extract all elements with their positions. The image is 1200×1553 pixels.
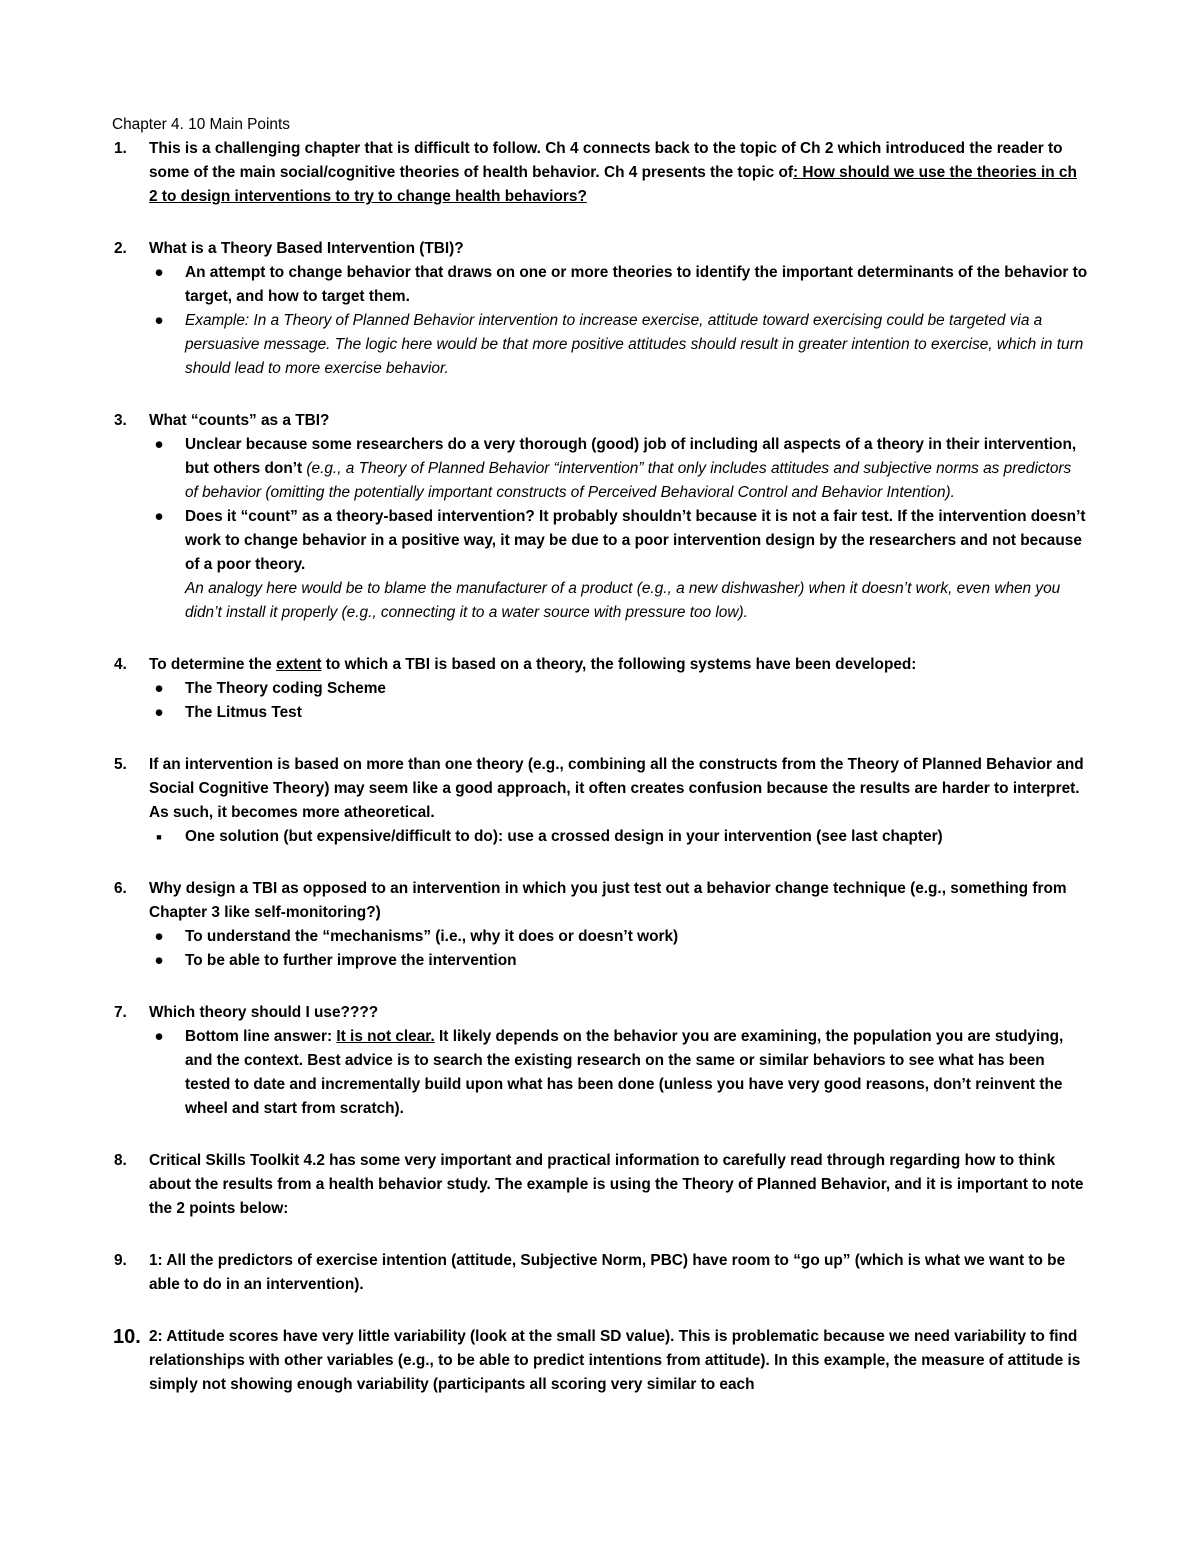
sub-item-text-italic: (e.g., a Theory of Planned Behavior “intervention” that only includes attitudes and subjective norms as predictors of behavior (omitting the potentially important constructs of Perceived Behavioral Control and Behavior Intention). — [185, 460, 1072, 501]
bullet-icon: ● — [154, 952, 164, 969]
bullet-icon: ● — [154, 1028, 164, 1045]
item-number: 1. — [114, 140, 127, 157]
item-number: 3. — [114, 412, 127, 429]
spacer — [112, 625, 1088, 653]
bullet-icon: ● — [154, 436, 164, 453]
sub-item-text: One solution (but expensive/difficult to do): use a crossed design in your intervention (see last chapter) — [185, 828, 943, 845]
item-number: 8. — [114, 1152, 127, 1169]
sub-item-text: Example: In a Theory of Planned Behavior intervention to increase exercise, attitude toward exercising could be targeted via a persuasive message. The logic here would be that more positive attitudes should result in greater intention to exercise, which in turn should lead to more exercise behavior. — [185, 312, 1084, 377]
sub-item-text: Does it “count” as a theory-based intervention? It probably shouldn’t because it is not a fair test. If the intervention doesn’t work to change behavior in a positive way, it may be due to a poor intervention design by the researchers and not because of a poor theory. — [185, 508, 1086, 573]
list-item — [112, 653, 1088, 725]
item-text: What is a Theory Based Intervention (TBI)? — [149, 240, 464, 257]
item-text: Why design a TBI as opposed to an intervention in which you just test out a behavior change technique (e.g., something from Chapter 3 like self-monitoring?) — [149, 880, 1067, 921]
sub-item — [149, 309, 1088, 381]
sub-item — [149, 505, 1088, 625]
sub-list — [149, 433, 1088, 625]
list-item — [112, 753, 1088, 849]
bullet-icon: ● — [154, 264, 164, 281]
main-points-list — [112, 137, 1088, 1397]
item-text: Critical Skills Toolkit 4.2 has some very important and practical information to carefully read through regarding how to think about the results from a health behavior study. The example is using the Theory of Planned Behavior, and it is important to note the 2 points below: — [149, 1152, 1084, 1217]
bullet-icon: ● — [154, 704, 164, 721]
spacer — [112, 1297, 1088, 1325]
sub-list — [149, 825, 1088, 849]
item-text: This is a challenging chapter that is difficult to follow. Ch 4 connects back to the topic of Ch 2 which introduced the reader to some of the main social/cognitive theories of health behavior. Ch 4 presents the topic of — [149, 140, 1063, 181]
spacer — [112, 1221, 1088, 1249]
item-number: 5. — [114, 756, 127, 773]
item-text: 2: Attitude scores have very little variability (look at the small SD value). This is problematic because we need variability to find relationships with other variables (e.g., to be able to predict intentions from attitude). In this example, the measure of attitude is simply not showing enough variability (participants all scoring very similar to each — [149, 1328, 1081, 1393]
bullet-icon: ● — [154, 508, 164, 525]
list-item — [112, 1001, 1088, 1121]
item-text-underlined: extent — [276, 656, 322, 673]
spacer — [112, 1121, 1088, 1149]
sub-item — [149, 925, 1088, 949]
sub-item-text: Bottom line answer: — [185, 1028, 337, 1045]
sub-list — [149, 1025, 1088, 1121]
bullet-icon: ● — [154, 312, 164, 329]
list-item — [112, 137, 1088, 209]
sub-item-text: The Litmus Test — [185, 704, 302, 721]
sub-item-text: Unclear because some researchers do a very thorough (good) job of including all aspects of a theory in their intervention, but others don’t — [185, 436, 1077, 477]
sub-item-text-underlined: It is not clear. — [336, 1028, 435, 1045]
list-item — [112, 1249, 1088, 1297]
list-item — [112, 409, 1088, 625]
sub-list — [149, 925, 1088, 973]
item-number: 6. — [114, 880, 127, 897]
spacer — [112, 381, 1088, 409]
page-title: Chapter 4. 10 Main Points — [112, 116, 290, 133]
sub-item — [149, 825, 1088, 849]
spacer — [112, 725, 1088, 753]
sub-item — [149, 701, 1088, 725]
sub-item-text: An attempt to change behavior that draws on one or more theories to identify the important determinants of the behavior to target, and how to target them. — [185, 264, 1088, 305]
list-item — [112, 877, 1088, 973]
sub-item — [149, 433, 1088, 505]
sub-item-text: It likely depends on the behavior you are examining, the population you are studying, and the context. Best advice is to search the existing research on the same or similar behaviors to see what has been tested to date and incrementally build upon what has been done (unless you have very good reasons, don’t reinvent the wheel and start from scratch). — [185, 1028, 1064, 1117]
document-content — [112, 113, 1088, 1397]
item-text: To determine the — [149, 656, 277, 673]
square-bullet-icon: ■ — [156, 832, 162, 842]
item-text: to which a TBI is based on a theory, the following systems have been developed: — [321, 656, 917, 673]
list-item — [112, 1149, 1088, 1221]
spacer — [112, 973, 1088, 1001]
list-item — [112, 237, 1088, 381]
spacer — [112, 209, 1088, 237]
sub-item-text: The Theory coding Scheme — [185, 680, 386, 697]
item-number: 9. — [114, 1252, 127, 1269]
list-item — [112, 1325, 1088, 1397]
item-number: 2. — [114, 240, 127, 257]
item-number: 7. — [114, 1004, 127, 1021]
sub-item-text: To be able to further improve the intervention — [185, 952, 517, 969]
item-text-underlined: : How should we use the theories in ch 2 to design interventions to try to change health behaviors? — [149, 164, 1077, 205]
sub-item — [149, 949, 1088, 973]
item-text: 1: All the predictors of exercise intention (attitude, Subjective Norm, PBC) have room to “go up” (which is what we want to be able to do in an intervention). — [149, 1252, 1066, 1293]
sub-list — [149, 677, 1088, 725]
sub-item-text: To understand the “mechanisms” (i.e., why it does or doesn’t work) — [185, 928, 679, 945]
sub-item — [149, 1025, 1088, 1121]
sub-item — [149, 677, 1088, 701]
item-text: What “counts” as a TBI? — [149, 412, 330, 429]
bullet-icon: ● — [154, 928, 164, 945]
item-number: 4. — [114, 656, 127, 673]
sub-item-text-italic: An analogy here would be to blame the manufacturer of a product (e.g., a new dishwasher) when it doesn’t work, even when you didn’t install it properly (e.g., connecting it to a water source with pressure too low). — [185, 580, 1061, 621]
sub-list — [149, 261, 1088, 381]
spacer — [112, 849, 1088, 877]
item-text: Which theory should I use???? — [149, 1004, 379, 1021]
item-number: 10. — [113, 1326, 141, 1348]
item-text: If an intervention is based on more than one theory (e.g., combining all the constructs from the Theory of Planned Behavior and Social Cognitive Theory) may seem like a good approach, it often creates confusion because the results are harder to interpret. As such, it becomes more atheoretical. — [149, 756, 1084, 821]
sub-item — [149, 261, 1088, 309]
bullet-icon: ● — [154, 680, 164, 697]
